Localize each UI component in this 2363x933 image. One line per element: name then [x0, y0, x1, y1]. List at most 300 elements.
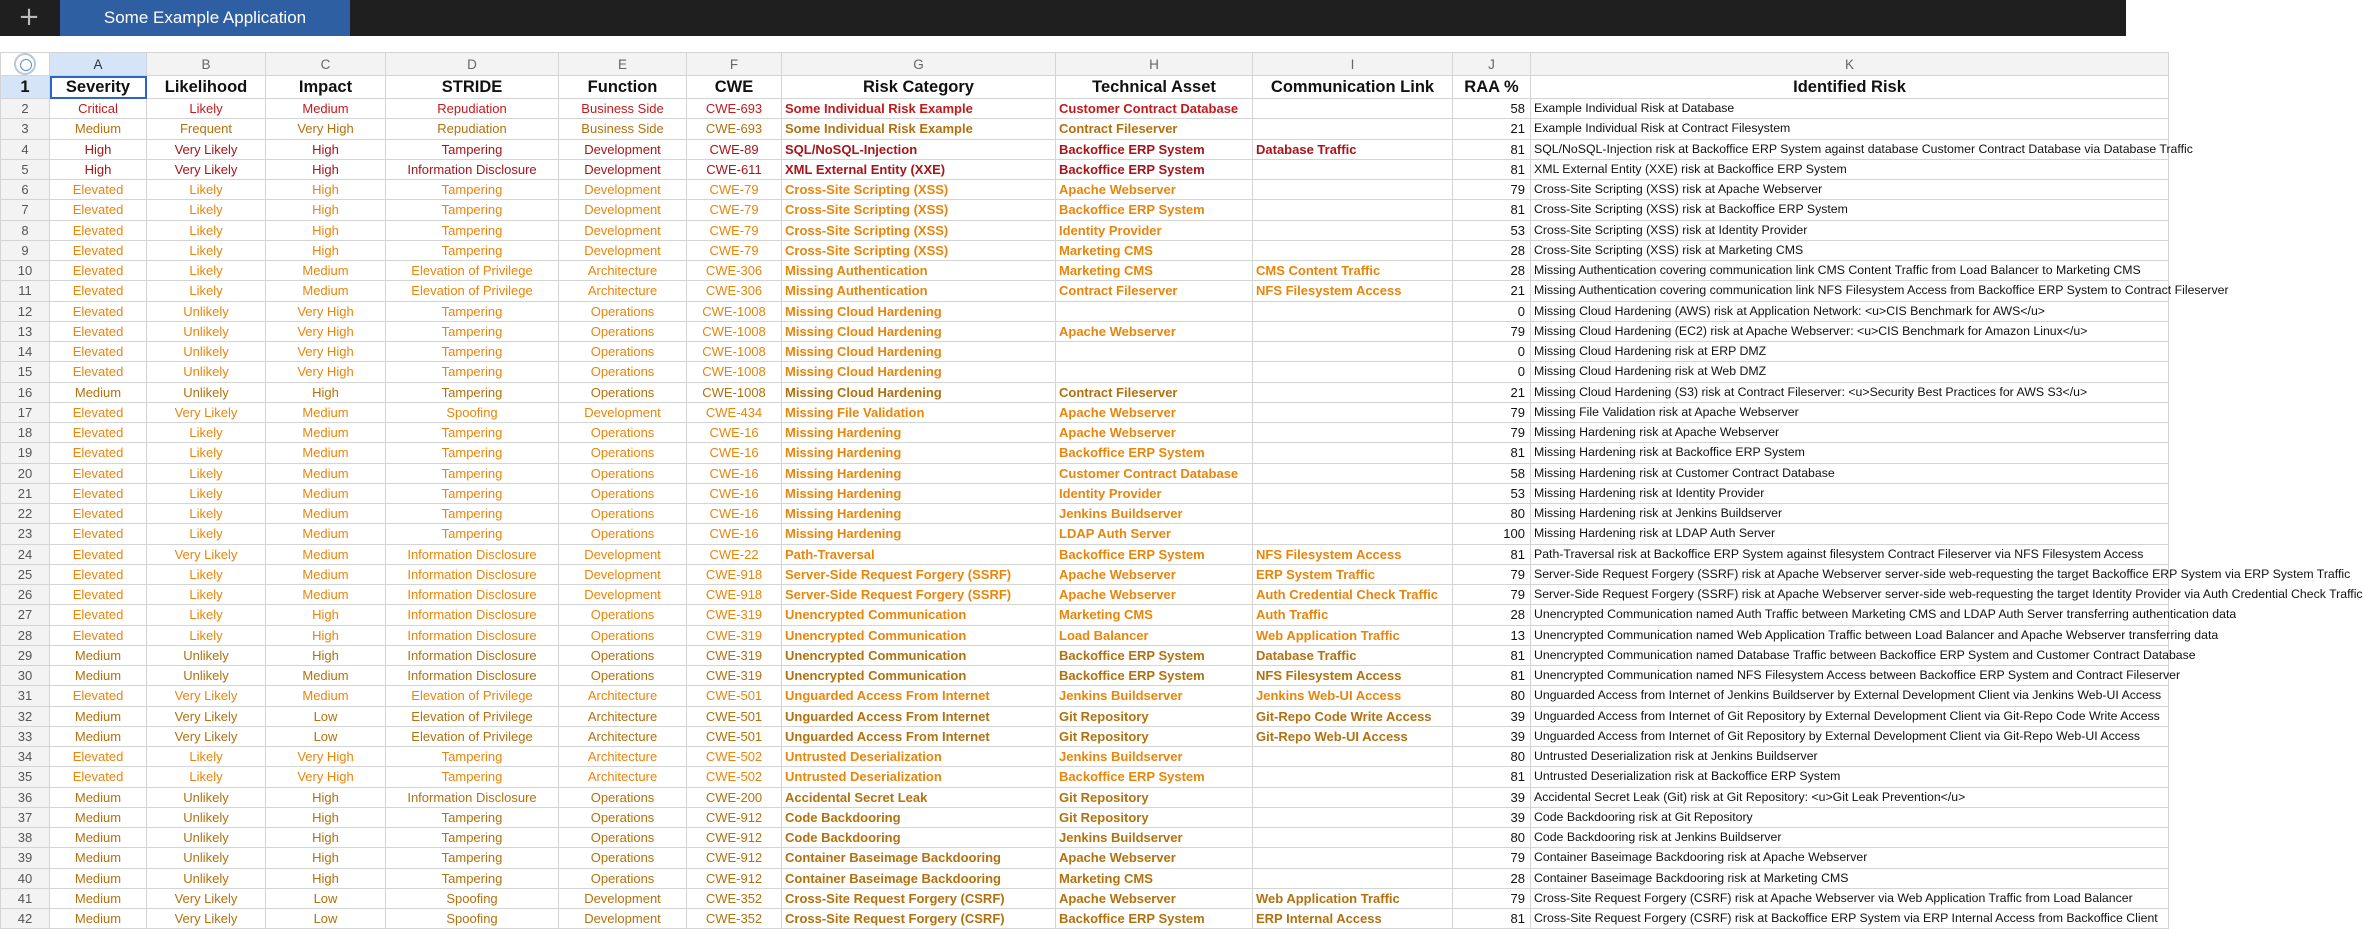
- communication-link-cell[interactable]: [1253, 159, 1453, 179]
- raa-cell[interactable]: 79: [1453, 564, 1531, 584]
- identified-risk-cell[interactable]: Cross-Site Scripting (XSS) risk at Identity Provider: [1531, 220, 2169, 240]
- cwe-cell[interactable]: CWE-352: [687, 888, 782, 908]
- impact-cell[interactable]: High: [266, 807, 386, 827]
- severity-cell[interactable]: Elevated: [50, 544, 147, 564]
- cwe-cell[interactable]: CWE-16: [687, 524, 782, 544]
- stride-cell[interactable]: Tampering: [386, 240, 559, 260]
- risk-category-cell[interactable]: Accidental Secret Leak: [782, 787, 1056, 807]
- raa-cell[interactable]: 28: [1453, 605, 1531, 625]
- identified-risk-cell[interactable]: Unguarded Access from Internet of Git Repository by External Development Client via Git-Repo Code Write Access: [1531, 706, 2169, 726]
- cwe-cell[interactable]: CWE-79: [687, 240, 782, 260]
- identified-risk-cell[interactable]: Unguarded Access from Internet of Jenkins Buildserver by External Development Client via Jenkins Web-UI Access: [1531, 686, 2169, 706]
- severity-cell[interactable]: Medium: [50, 888, 147, 908]
- cwe-cell[interactable]: CWE-1008: [687, 342, 782, 362]
- stride-cell[interactable]: Tampering: [386, 220, 559, 240]
- function-cell[interactable]: Development: [559, 909, 687, 929]
- severity-cell[interactable]: Elevated: [50, 463, 147, 483]
- likelihood-cell[interactable]: Unlikely: [147, 787, 266, 807]
- technical-asset-cell[interactable]: Backoffice ERP System: [1056, 645, 1253, 665]
- risk-category-cell[interactable]: Missing Authentication: [782, 261, 1056, 281]
- row-number[interactable]: 27: [1, 605, 50, 625]
- likelihood-cell[interactable]: Likely: [147, 483, 266, 503]
- stride-cell[interactable]: Tampering: [386, 342, 559, 362]
- function-cell[interactable]: Development: [559, 240, 687, 260]
- cwe-cell[interactable]: CWE-1008: [687, 301, 782, 321]
- raa-cell[interactable]: 79: [1453, 848, 1531, 868]
- raa-cell[interactable]: 79: [1453, 423, 1531, 443]
- row-number[interactable]: 28: [1, 625, 50, 645]
- technical-asset-cell[interactable]: LDAP Auth Server: [1056, 524, 1253, 544]
- impact-cell[interactable]: Very High: [266, 321, 386, 341]
- impact-cell[interactable]: Medium: [266, 423, 386, 443]
- likelihood-cell[interactable]: Likely: [147, 605, 266, 625]
- impact-cell[interactable]: Medium: [266, 463, 386, 483]
- function-cell[interactable]: Development: [559, 200, 687, 220]
- raa-cell[interactable]: 79: [1453, 321, 1531, 341]
- row-number[interactable]: 8: [1, 220, 50, 240]
- stride-cell[interactable]: Tampering: [386, 524, 559, 544]
- row-number[interactable]: 5: [1, 159, 50, 179]
- function-cell[interactable]: Business Side: [559, 99, 687, 119]
- function-cell[interactable]: Operations: [559, 463, 687, 483]
- stride-cell[interactable]: Repudiation: [386, 119, 559, 139]
- stride-cell[interactable]: Tampering: [386, 807, 559, 827]
- risk-category-cell[interactable]: Container Baseimage Backdooring: [782, 868, 1056, 888]
- impact-cell[interactable]: High: [266, 220, 386, 240]
- function-cell[interactable]: Operations: [559, 645, 687, 665]
- technical-asset-cell[interactable]: Contract Fileserver: [1056, 281, 1253, 301]
- column-header-k[interactable]: K: [1531, 53, 2169, 76]
- function-cell[interactable]: Development: [559, 544, 687, 564]
- identified-risk-cell[interactable]: Missing Cloud Hardening (AWS) risk at Application Network: <u>CIS Benchmark for AWS</u>: [1531, 301, 2169, 321]
- stride-cell[interactable]: Tampering: [386, 483, 559, 503]
- likelihood-cell[interactable]: Likely: [147, 180, 266, 200]
- impact-cell[interactable]: Medium: [266, 483, 386, 503]
- impact-cell[interactable]: High: [266, 180, 386, 200]
- communication-link-cell[interactable]: [1253, 423, 1453, 443]
- row-number[interactable]: 22: [1, 504, 50, 524]
- severity-cell[interactable]: Medium: [50, 382, 147, 402]
- impact-cell[interactable]: Low: [266, 888, 386, 908]
- stride-cell[interactable]: Information Disclosure: [386, 159, 559, 179]
- communication-link-cell[interactable]: Jenkins Web-UI Access: [1253, 686, 1453, 706]
- risk-category-cell[interactable]: Code Backdooring: [782, 807, 1056, 827]
- cwe-cell[interactable]: CWE-912: [687, 848, 782, 868]
- cwe-cell[interactable]: CWE-200: [687, 787, 782, 807]
- raa-cell[interactable]: 79: [1453, 180, 1531, 200]
- function-cell[interactable]: Operations: [559, 828, 687, 848]
- identified-risk-cell[interactable]: Untrusted Deserialization risk at Jenkins Buildserver: [1531, 747, 2169, 767]
- raa-cell[interactable]: 81: [1453, 200, 1531, 220]
- risk-category-cell[interactable]: Untrusted Deserialization: [782, 767, 1056, 787]
- risk-category-cell[interactable]: Missing Hardening: [782, 483, 1056, 503]
- cwe-cell[interactable]: CWE-319: [687, 666, 782, 686]
- raa-cell[interactable]: 81: [1453, 139, 1531, 159]
- risk-category-cell[interactable]: Missing Hardening: [782, 443, 1056, 463]
- row-number[interactable]: 17: [1, 402, 50, 422]
- likelihood-cell[interactable]: Very Likely: [147, 402, 266, 422]
- raa-cell[interactable]: 0: [1453, 342, 1531, 362]
- row-number[interactable]: 15: [1, 362, 50, 382]
- function-cell[interactable]: Development: [559, 888, 687, 908]
- impact-cell[interactable]: Medium: [266, 281, 386, 301]
- technical-asset-cell[interactable]: Apache Webserver: [1056, 180, 1253, 200]
- cwe-cell[interactable]: CWE-16: [687, 483, 782, 503]
- header-cell-c[interactable]: Impact: [266, 76, 386, 99]
- risk-category-cell[interactable]: Missing Hardening: [782, 524, 1056, 544]
- stride-cell[interactable]: Information Disclosure: [386, 625, 559, 645]
- technical-asset-cell[interactable]: Contract Fileserver: [1056, 382, 1253, 402]
- likelihood-cell[interactable]: Likely: [147, 281, 266, 301]
- cwe-cell[interactable]: CWE-693: [687, 119, 782, 139]
- identified-risk-cell[interactable]: Missing File Validation risk at Apache Webserver: [1531, 402, 2169, 422]
- technical-asset-cell[interactable]: Apache Webserver: [1056, 848, 1253, 868]
- likelihood-cell[interactable]: Unlikely: [147, 868, 266, 888]
- communication-link-cell[interactable]: [1253, 240, 1453, 260]
- communication-link-cell[interactable]: [1253, 767, 1453, 787]
- raa-cell[interactable]: 80: [1453, 747, 1531, 767]
- function-cell[interactable]: Operations: [559, 605, 687, 625]
- communication-link-cell[interactable]: Git-Repo Code Write Access: [1253, 706, 1453, 726]
- risk-category-cell[interactable]: Missing Cloud Hardening: [782, 321, 1056, 341]
- impact-cell[interactable]: Medium: [266, 585, 386, 605]
- identified-risk-cell[interactable]: Missing Hardening risk at Customer Contract Database: [1531, 463, 2169, 483]
- raa-cell[interactable]: 81: [1453, 443, 1531, 463]
- communication-link-cell[interactable]: NFS Filesystem Access: [1253, 544, 1453, 564]
- risk-category-cell[interactable]: Unencrypted Communication: [782, 666, 1056, 686]
- column-header-g[interactable]: G: [782, 53, 1056, 76]
- severity-cell[interactable]: Elevated: [50, 362, 147, 382]
- raa-cell[interactable]: 53: [1453, 483, 1531, 503]
- likelihood-cell[interactable]: Unlikely: [147, 342, 266, 362]
- function-cell[interactable]: Operations: [559, 868, 687, 888]
- severity-cell[interactable]: Elevated: [50, 564, 147, 584]
- row-number[interactable]: 23: [1, 524, 50, 544]
- stride-cell[interactable]: Tampering: [386, 504, 559, 524]
- stride-cell[interactable]: Tampering: [386, 423, 559, 443]
- cwe-cell[interactable]: CWE-306: [687, 281, 782, 301]
- function-cell[interactable]: Architecture: [559, 261, 687, 281]
- impact-cell[interactable]: High: [266, 848, 386, 868]
- stride-cell[interactable]: Repudiation: [386, 99, 559, 119]
- technical-asset-cell[interactable]: Load Balancer: [1056, 625, 1253, 645]
- identified-risk-cell[interactable]: Missing Cloud Hardening (S3) risk at Contract Fileserver: <u>Security Best Practices for AWS S3</u>: [1531, 382, 2169, 402]
- severity-cell[interactable]: Critical: [50, 99, 147, 119]
- function-cell[interactable]: Operations: [559, 321, 687, 341]
- technical-asset-cell[interactable]: Identity Provider: [1056, 483, 1253, 503]
- likelihood-cell[interactable]: Likely: [147, 463, 266, 483]
- function-cell[interactable]: Operations: [559, 524, 687, 544]
- impact-cell[interactable]: Medium: [266, 443, 386, 463]
- cwe-cell[interactable]: CWE-918: [687, 585, 782, 605]
- cwe-cell[interactable]: CWE-912: [687, 868, 782, 888]
- stride-cell[interactable]: Information Disclosure: [386, 585, 559, 605]
- communication-link-cell[interactable]: [1253, 382, 1453, 402]
- risk-category-cell[interactable]: Unguarded Access From Internet: [782, 706, 1056, 726]
- stride-cell[interactable]: Information Disclosure: [386, 564, 559, 584]
- row-number[interactable]: 1: [1, 76, 50, 99]
- likelihood-cell[interactable]: Unlikely: [147, 807, 266, 827]
- risk-category-cell[interactable]: Missing Hardening: [782, 423, 1056, 443]
- likelihood-cell[interactable]: Likely: [147, 524, 266, 544]
- raa-cell[interactable]: 28: [1453, 240, 1531, 260]
- risk-category-cell[interactable]: SQL/NoSQL-Injection: [782, 139, 1056, 159]
- row-number[interactable]: 41: [1, 888, 50, 908]
- cwe-cell[interactable]: CWE-1008: [687, 362, 782, 382]
- cwe-cell[interactable]: CWE-319: [687, 645, 782, 665]
- impact-cell[interactable]: Low: [266, 706, 386, 726]
- select-all-button[interactable]: [1, 53, 50, 76]
- communication-link-cell[interactable]: Web Application Traffic: [1253, 888, 1453, 908]
- row-number[interactable]: 29: [1, 645, 50, 665]
- technical-asset-cell[interactable]: Jenkins Buildserver: [1056, 828, 1253, 848]
- identified-risk-cell[interactable]: Cross-Site Request Forgery (CSRF) risk at Apache Webserver via Web Application Traffic from Load Balancer: [1531, 888, 2169, 908]
- likelihood-cell[interactable]: Frequent: [147, 119, 266, 139]
- risk-category-cell[interactable]: Missing Hardening: [782, 504, 1056, 524]
- cwe-cell[interactable]: CWE-611: [687, 159, 782, 179]
- function-cell[interactable]: Development: [559, 220, 687, 240]
- cwe-cell[interactable]: CWE-918: [687, 564, 782, 584]
- technical-asset-cell[interactable]: Backoffice ERP System: [1056, 544, 1253, 564]
- risk-category-cell[interactable]: Unencrypted Communication: [782, 605, 1056, 625]
- identified-risk-cell[interactable]: Missing Authentication covering communication link CMS Content Traffic from Load Balancer to Marketing CMS: [1531, 261, 2169, 281]
- severity-cell[interactable]: Medium: [50, 868, 147, 888]
- technical-asset-cell[interactable]: Apache Webserver: [1056, 423, 1253, 443]
- likelihood-cell[interactable]: Unlikely: [147, 828, 266, 848]
- likelihood-cell[interactable]: Likely: [147, 99, 266, 119]
- row-number[interactable]: 24: [1, 544, 50, 564]
- impact-cell[interactable]: Very High: [266, 342, 386, 362]
- impact-cell[interactable]: High: [266, 625, 386, 645]
- cwe-cell[interactable]: CWE-22: [687, 544, 782, 564]
- row-number[interactable]: 14: [1, 342, 50, 362]
- function-cell[interactable]: Architecture: [559, 686, 687, 706]
- impact-cell[interactable]: High: [266, 200, 386, 220]
- risk-category-cell[interactable]: Unencrypted Communication: [782, 625, 1056, 645]
- communication-link-cell[interactable]: Database Traffic: [1253, 139, 1453, 159]
- severity-cell[interactable]: Medium: [50, 909, 147, 929]
- raa-cell[interactable]: 58: [1453, 99, 1531, 119]
- technical-asset-cell[interactable]: Jenkins Buildserver: [1056, 747, 1253, 767]
- communication-link-cell[interactable]: [1253, 321, 1453, 341]
- severity-cell[interactable]: Medium: [50, 828, 147, 848]
- function-cell[interactable]: Operations: [559, 362, 687, 382]
- function-cell[interactable]: Operations: [559, 301, 687, 321]
- likelihood-cell[interactable]: Very Likely: [147, 909, 266, 929]
- communication-link-cell[interactable]: [1253, 747, 1453, 767]
- raa-cell[interactable]: 80: [1453, 686, 1531, 706]
- raa-cell[interactable]: 28: [1453, 261, 1531, 281]
- likelihood-cell[interactable]: Unlikely: [147, 301, 266, 321]
- cwe-cell[interactable]: CWE-501: [687, 686, 782, 706]
- likelihood-cell[interactable]: Very Likely: [147, 139, 266, 159]
- communication-link-cell[interactable]: Web Application Traffic: [1253, 625, 1453, 645]
- column-header-b[interactable]: B: [147, 53, 266, 76]
- function-cell[interactable]: Operations: [559, 483, 687, 503]
- severity-cell[interactable]: Elevated: [50, 200, 147, 220]
- cwe-cell[interactable]: CWE-501: [687, 706, 782, 726]
- identified-risk-cell[interactable]: Container Baseimage Backdooring risk at Apache Webserver: [1531, 848, 2169, 868]
- raa-cell[interactable]: 21: [1453, 119, 1531, 139]
- technical-asset-cell[interactable]: Git Repository: [1056, 706, 1253, 726]
- communication-link-cell[interactable]: [1253, 220, 1453, 240]
- risk-category-cell[interactable]: Path-Traversal: [782, 544, 1056, 564]
- identified-risk-cell[interactable]: Missing Cloud Hardening risk at Web DMZ: [1531, 362, 2169, 382]
- severity-cell[interactable]: Elevated: [50, 321, 147, 341]
- row-number[interactable]: 32: [1, 706, 50, 726]
- likelihood-cell[interactable]: Likely: [147, 220, 266, 240]
- identified-risk-cell[interactable]: Missing Hardening risk at Jenkins Buildserver: [1531, 504, 2169, 524]
- identified-risk-cell[interactable]: SQL/NoSQL-Injection risk at Backoffice ERP System against database Customer Contract Database via Database Traffic: [1531, 139, 2169, 159]
- communication-link-cell[interactable]: [1253, 787, 1453, 807]
- risk-category-cell[interactable]: Container Baseimage Backdooring: [782, 848, 1056, 868]
- likelihood-cell[interactable]: Likely: [147, 625, 266, 645]
- row-number[interactable]: 16: [1, 382, 50, 402]
- cwe-cell[interactable]: CWE-319: [687, 605, 782, 625]
- severity-cell[interactable]: Elevated: [50, 483, 147, 503]
- identified-risk-cell[interactable]: Container Baseimage Backdooring risk at Marketing CMS: [1531, 868, 2169, 888]
- severity-cell[interactable]: Medium: [50, 787, 147, 807]
- stride-cell[interactable]: Information Disclosure: [386, 544, 559, 564]
- stride-cell[interactable]: Elevation of Privilege: [386, 261, 559, 281]
- technical-asset-cell[interactable]: Marketing CMS: [1056, 605, 1253, 625]
- row-number[interactable]: 13: [1, 321, 50, 341]
- function-cell[interactable]: Operations: [559, 504, 687, 524]
- severity-cell[interactable]: Elevated: [50, 585, 147, 605]
- raa-cell[interactable]: 39: [1453, 726, 1531, 746]
- stride-cell[interactable]: Information Disclosure: [386, 666, 559, 686]
- risk-category-cell[interactable]: Cross-Site Scripting (XSS): [782, 240, 1056, 260]
- cwe-cell[interactable]: CWE-16: [687, 463, 782, 483]
- severity-cell[interactable]: Elevated: [50, 301, 147, 321]
- technical-asset-cell[interactable]: Jenkins Buildserver: [1056, 686, 1253, 706]
- cwe-cell[interactable]: CWE-693: [687, 99, 782, 119]
- stride-cell[interactable]: Tampering: [386, 848, 559, 868]
- communication-link-cell[interactable]: [1253, 99, 1453, 119]
- stride-cell[interactable]: Tampering: [386, 382, 559, 402]
- stride-cell[interactable]: Tampering: [386, 200, 559, 220]
- communication-link-cell[interactable]: [1253, 524, 1453, 544]
- raa-cell[interactable]: 39: [1453, 706, 1531, 726]
- stride-cell[interactable]: Spoofing: [386, 909, 559, 929]
- communication-link-cell[interactable]: Auth Credential Check Traffic: [1253, 585, 1453, 605]
- cwe-cell[interactable]: CWE-306: [687, 261, 782, 281]
- stride-cell[interactable]: Tampering: [386, 180, 559, 200]
- stride-cell[interactable]: Tampering: [386, 362, 559, 382]
- cwe-cell[interactable]: CWE-912: [687, 828, 782, 848]
- stride-cell[interactable]: Tampering: [386, 767, 559, 787]
- risk-category-cell[interactable]: Unguarded Access From Internet: [782, 686, 1056, 706]
- function-cell[interactable]: Architecture: [559, 767, 687, 787]
- severity-cell[interactable]: Elevated: [50, 686, 147, 706]
- likelihood-cell[interactable]: Likely: [147, 564, 266, 584]
- row-number[interactable]: 3: [1, 119, 50, 139]
- communication-link-cell[interactable]: ERP System Traffic: [1253, 564, 1453, 584]
- function-cell[interactable]: Operations: [559, 443, 687, 463]
- risk-category-cell[interactable]: Some Individual Risk Example: [782, 99, 1056, 119]
- raa-cell[interactable]: 80: [1453, 828, 1531, 848]
- severity-cell[interactable]: Elevated: [50, 747, 147, 767]
- identified-risk-cell[interactable]: Cross-Site Scripting (XSS) risk at Backoffice ERP System: [1531, 200, 2169, 220]
- impact-cell[interactable]: High: [266, 868, 386, 888]
- function-cell[interactable]: Operations: [559, 382, 687, 402]
- risk-category-cell[interactable]: Cross-Site Scripting (XSS): [782, 180, 1056, 200]
- communication-link-cell[interactable]: [1253, 483, 1453, 503]
- impact-cell[interactable]: Medium: [266, 686, 386, 706]
- severity-cell[interactable]: Elevated: [50, 342, 147, 362]
- row-number[interactable]: 26: [1, 585, 50, 605]
- raa-cell[interactable]: 81: [1453, 909, 1531, 929]
- severity-cell[interactable]: Elevated: [50, 261, 147, 281]
- risk-category-cell[interactable]: Missing File Validation: [782, 402, 1056, 422]
- raa-cell[interactable]: 0: [1453, 362, 1531, 382]
- row-number[interactable]: 25: [1, 564, 50, 584]
- identified-risk-cell[interactable]: Server-Side Request Forgery (SSRF) risk at Apache Webserver server-side web-requesting the target Backoffice ERP System via ERP System Traffic: [1531, 564, 2169, 584]
- identified-risk-cell[interactable]: Cross-Site Scripting (XSS) risk at Apache Webserver: [1531, 180, 2169, 200]
- row-number[interactable]: 4: [1, 139, 50, 159]
- likelihood-cell[interactable]: Very Likely: [147, 726, 266, 746]
- spreadsheet-grid[interactable]: [0, 52, 2363, 933]
- function-cell[interactable]: Development: [559, 159, 687, 179]
- identified-risk-cell[interactable]: Path-Traversal risk at Backoffice ERP System against filesystem Contract Fileserver via NFS Filesystem Access: [1531, 544, 2169, 564]
- risk-category-cell[interactable]: Missing Cloud Hardening: [782, 342, 1056, 362]
- identified-risk-cell[interactable]: Missing Hardening risk at Identity Provider: [1531, 483, 2169, 503]
- raa-cell[interactable]: 81: [1453, 767, 1531, 787]
- stride-cell[interactable]: Elevation of Privilege: [386, 281, 559, 301]
- row-number[interactable]: 19: [1, 443, 50, 463]
- row-number[interactable]: 6: [1, 180, 50, 200]
- row-number[interactable]: 7: [1, 200, 50, 220]
- identified-risk-cell[interactable]: Unencrypted Communication named Database Traffic between Backoffice ERP System and Customer Contract Database: [1531, 645, 2169, 665]
- stride-cell[interactable]: Spoofing: [386, 888, 559, 908]
- identified-risk-cell[interactable]: XML External Entity (XXE) risk at Backoffice ERP System: [1531, 159, 2169, 179]
- identified-risk-cell[interactable]: Unencrypted Communication named Auth Traffic between Marketing CMS and LDAP Auth Server transferring authentication data: [1531, 605, 2169, 625]
- likelihood-cell[interactable]: Likely: [147, 261, 266, 281]
- identified-risk-cell[interactable]: Missing Hardening risk at LDAP Auth Server: [1531, 524, 2169, 544]
- communication-link-cell[interactable]: [1253, 463, 1453, 483]
- identified-risk-cell[interactable]: Missing Cloud Hardening (EC2) risk at Apache Webserver: <u>CIS Benchmark for Amazon Linux</u>: [1531, 321, 2169, 341]
- cwe-cell[interactable]: CWE-502: [687, 747, 782, 767]
- technical-asset-cell[interactable]: Backoffice ERP System: [1056, 909, 1253, 929]
- raa-cell[interactable]: 80: [1453, 504, 1531, 524]
- raa-cell[interactable]: 28: [1453, 868, 1531, 888]
- function-cell[interactable]: Architecture: [559, 726, 687, 746]
- column-header-c[interactable]: C: [266, 53, 386, 76]
- technical-asset-cell[interactable]: Apache Webserver: [1056, 888, 1253, 908]
- likelihood-cell[interactable]: Unlikely: [147, 666, 266, 686]
- likelihood-cell[interactable]: Likely: [147, 240, 266, 260]
- impact-cell[interactable]: High: [266, 382, 386, 402]
- row-number[interactable]: 10: [1, 261, 50, 281]
- stride-cell[interactable]: Information Disclosure: [386, 645, 559, 665]
- technical-asset-cell[interactable]: Identity Provider: [1056, 220, 1253, 240]
- function-cell[interactable]: Architecture: [559, 706, 687, 726]
- likelihood-cell[interactable]: Very Likely: [147, 159, 266, 179]
- impact-cell[interactable]: Low: [266, 726, 386, 746]
- row-number[interactable]: 2: [1, 99, 50, 119]
- function-cell[interactable]: Operations: [559, 625, 687, 645]
- raa-cell[interactable]: 21: [1453, 382, 1531, 402]
- stride-cell[interactable]: Elevation of Privilege: [386, 726, 559, 746]
- risk-category-cell[interactable]: Server-Side Request Forgery (SSRF): [782, 564, 1056, 584]
- column-header-e[interactable]: E: [559, 53, 687, 76]
- communication-link-cell[interactable]: [1253, 342, 1453, 362]
- likelihood-cell[interactable]: Unlikely: [147, 645, 266, 665]
- identified-risk-cell[interactable]: Server-Side Request Forgery (SSRF) risk at Apache Webserver server-side web-requesting the target Identity Provider via Auth Credential Check Traffic: [1531, 585, 2169, 605]
- row-number[interactable]: 37: [1, 807, 50, 827]
- likelihood-cell[interactable]: Likely: [147, 767, 266, 787]
- header-cell-h[interactable]: Technical Asset: [1056, 76, 1253, 99]
